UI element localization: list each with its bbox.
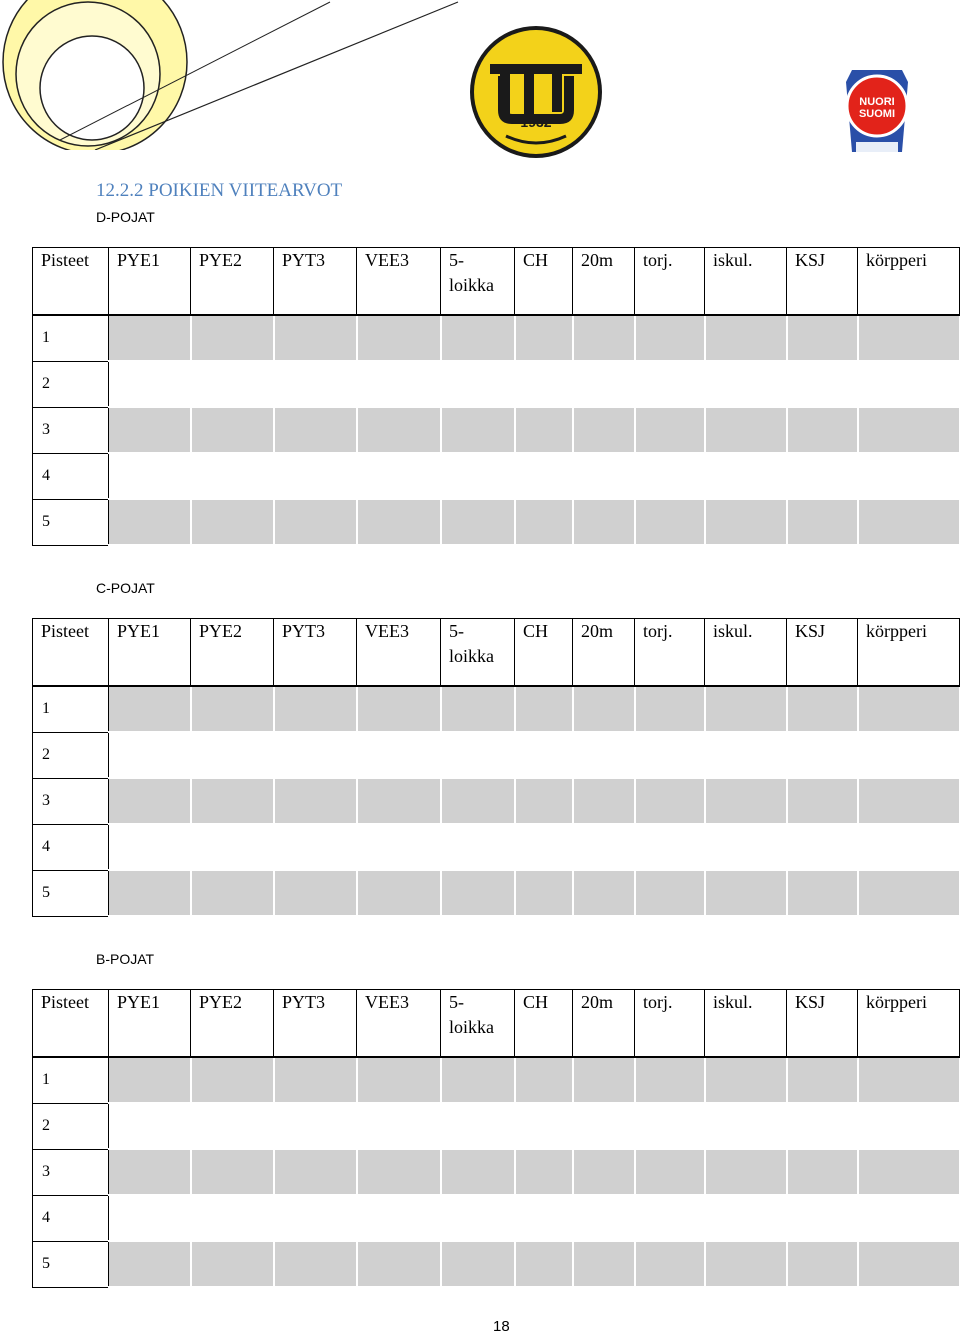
- value-cell[interactable]: [573, 686, 635, 732]
- column-header: iskul.: [705, 248, 787, 316]
- value-cell[interactable]: [357, 499, 441, 545]
- value-cell[interactable]: [357, 315, 441, 361]
- value-cell[interactable]: [635, 1103, 705, 1149]
- value-cell[interactable]: [705, 315, 787, 361]
- value-cell[interactable]: [705, 1149, 787, 1195]
- table-row: [33, 732, 960, 778]
- points-cell: 1: [33, 315, 109, 361]
- value-cell[interactable]: [357, 407, 441, 453]
- value-cell[interactable]: [573, 361, 635, 407]
- points-cell: 3: [33, 778, 109, 824]
- value-cell[interactable]: [109, 1103, 191, 1149]
- value-cell[interactable]: [191, 407, 274, 453]
- value-cell[interactable]: [635, 686, 705, 732]
- points-cell: 4: [33, 453, 109, 499]
- value-cell[interactable]: [109, 824, 191, 870]
- column-header: torj.: [635, 619, 705, 687]
- value-cell[interactable]: [705, 686, 787, 732]
- value-cell[interactable]: [274, 1057, 357, 1103]
- points-cell: 2: [33, 361, 109, 407]
- value-cell[interactable]: [705, 824, 787, 870]
- value-cell[interactable]: [357, 1103, 441, 1149]
- table-row: [33, 315, 960, 361]
- table-row: [33, 1241, 960, 1287]
- value-cell[interactable]: [441, 361, 515, 407]
- column-header: PYE2: [191, 990, 274, 1058]
- value-cell[interactable]: [109, 686, 191, 732]
- value-cell[interactable]: [515, 361, 573, 407]
- reference-table: [32, 247, 960, 546]
- value-cell[interactable]: [109, 870, 191, 916]
- section-label: C-POJAT: [96, 580, 155, 596]
- value-cell[interactable]: [109, 407, 191, 453]
- value-cell[interactable]: [705, 732, 787, 778]
- points-cell: 1: [33, 686, 109, 732]
- value-cell[interactable]: [191, 1149, 274, 1195]
- table-row: [33, 824, 960, 870]
- value-cell[interactable]: [441, 315, 515, 361]
- value-cell[interactable]: [441, 1241, 515, 1287]
- page-number: 18: [493, 1318, 510, 1335]
- value-cell[interactable]: [858, 778, 960, 824]
- value-cell[interactable]: [515, 315, 573, 361]
- value-cell[interactable]: [705, 1241, 787, 1287]
- value-cell[interactable]: [357, 1195, 441, 1241]
- value-cell[interactable]: [274, 824, 357, 870]
- value-cell[interactable]: [573, 315, 635, 361]
- value-cell[interactable]: [787, 824, 858, 870]
- value-cell[interactable]: [573, 1241, 635, 1287]
- value-cell[interactable]: [109, 778, 191, 824]
- value-cell[interactable]: [191, 732, 274, 778]
- value-cell[interactable]: [441, 1195, 515, 1241]
- value-cell[interactable]: [191, 499, 274, 545]
- value-cell[interactable]: [441, 499, 515, 545]
- column-header: 20m: [573, 990, 635, 1058]
- value-cell[interactable]: [357, 686, 441, 732]
- logo-text-line2: SUOMI: [858, 108, 896, 120]
- value-cell[interactable]: [274, 361, 357, 407]
- table-row: [33, 1195, 960, 1241]
- column-header: Pisteet: [33, 619, 109, 687]
- column-header: 5- loikka: [441, 619, 515, 687]
- value-cell[interactable]: [109, 499, 191, 545]
- value-cell[interactable]: [858, 824, 960, 870]
- value-cell[interactable]: [357, 870, 441, 916]
- column-header: KSJ: [787, 248, 858, 316]
- value-cell[interactable]: [191, 361, 274, 407]
- value-cell[interactable]: [705, 1057, 787, 1103]
- value-cell[interactable]: [858, 1195, 960, 1241]
- value-cell[interactable]: [787, 1241, 858, 1287]
- value-cell[interactable]: [858, 686, 960, 732]
- column-header: 20m: [573, 248, 635, 316]
- points-cell: 3: [33, 1149, 109, 1195]
- value-cell[interactable]: [787, 407, 858, 453]
- value-cell[interactable]: [705, 361, 787, 407]
- value-cell[interactable]: [515, 1195, 573, 1241]
- reference-table: [32, 989, 960, 1288]
- value-cell[interactable]: [274, 1149, 357, 1195]
- value-cell[interactable]: [274, 778, 357, 824]
- value-cell[interactable]: [109, 1195, 191, 1241]
- value-cell[interactable]: [357, 453, 441, 499]
- document-heading: 12.2.2 POIKIEN VIITEARVOT: [96, 180, 343, 201]
- value-cell[interactable]: [635, 499, 705, 545]
- value-cell[interactable]: [357, 1057, 441, 1103]
- value-cell[interactable]: [635, 732, 705, 778]
- value-cell[interactable]: [787, 315, 858, 361]
- value-cell[interactable]: [515, 824, 573, 870]
- header-decoration: [0, 0, 460, 150]
- value-cell[interactable]: [787, 453, 858, 499]
- column-header: KSJ: [787, 619, 858, 687]
- value-cell[interactable]: [357, 732, 441, 778]
- table-row: [33, 1057, 960, 1103]
- table-row: [33, 1103, 960, 1149]
- value-cell[interactable]: [441, 686, 515, 732]
- value-cell[interactable]: [441, 1149, 515, 1195]
- column-header: iskul.: [705, 619, 787, 687]
- table-row: [33, 407, 960, 453]
- value-cell[interactable]: [787, 732, 858, 778]
- table-row: [33, 499, 960, 545]
- value-cell[interactable]: [705, 778, 787, 824]
- column-header: PYT3: [274, 990, 357, 1058]
- points-cell: 4: [33, 824, 109, 870]
- value-cell[interactable]: [787, 1103, 858, 1149]
- points-cell: 3: [33, 407, 109, 453]
- logo-text-line1: NUORI: [859, 96, 895, 108]
- value-cell[interactable]: [858, 1241, 960, 1287]
- value-cell[interactable]: [441, 453, 515, 499]
- value-cell[interactable]: [515, 453, 573, 499]
- logo-year: 1932: [520, 114, 552, 130]
- value-cell[interactable]: [858, 1103, 960, 1149]
- value-cell[interactable]: [858, 1149, 960, 1195]
- column-header: PYE1: [109, 990, 191, 1058]
- value-cell[interactable]: [191, 870, 274, 916]
- column-header: 20m: [573, 619, 635, 687]
- value-cell[interactable]: [191, 1057, 274, 1103]
- points-cell: 2: [33, 732, 109, 778]
- table-row: [33, 453, 960, 499]
- value-cell[interactable]: [705, 1195, 787, 1241]
- value-cell[interactable]: [109, 732, 191, 778]
- value-cell[interactable]: [109, 453, 191, 499]
- table-header-row: [33, 990, 960, 1058]
- column-header: iskul.: [705, 990, 787, 1058]
- value-cell[interactable]: [109, 1057, 191, 1103]
- value-cell[interactable]: [635, 1241, 705, 1287]
- column-header: Pisteet: [33, 248, 109, 316]
- value-cell[interactable]: [191, 315, 274, 361]
- value-cell[interactable]: [441, 1057, 515, 1103]
- value-cell[interactable]: [515, 1149, 573, 1195]
- table-row: [33, 870, 960, 916]
- section-label: D-POJAT: [96, 209, 155, 225]
- value-cell[interactable]: [787, 870, 858, 916]
- column-header: CH: [515, 619, 573, 687]
- column-header: PYE1: [109, 619, 191, 687]
- section-label: B-POJAT: [96, 951, 155, 967]
- value-cell[interactable]: [441, 824, 515, 870]
- value-cell[interactable]: [441, 732, 515, 778]
- value-cell[interactable]: [357, 1241, 441, 1287]
- value-cell[interactable]: [787, 361, 858, 407]
- value-cell[interactable]: [515, 686, 573, 732]
- value-cell[interactable]: [515, 1241, 573, 1287]
- value-cell[interactable]: [515, 407, 573, 453]
- column-header: PYT3: [274, 619, 357, 687]
- value-cell[interactable]: [515, 778, 573, 824]
- value-cell[interactable]: [573, 453, 635, 499]
- points-cell: 5: [33, 499, 109, 545]
- value-cell[interactable]: [274, 315, 357, 361]
- table-header-row: [33, 248, 960, 316]
- value-cell[interactable]: [787, 686, 858, 732]
- value-cell[interactable]: [357, 824, 441, 870]
- value-cell[interactable]: [635, 1149, 705, 1195]
- value-cell[interactable]: [573, 1103, 635, 1149]
- column-header: Pisteet: [33, 990, 109, 1058]
- value-cell[interactable]: [635, 407, 705, 453]
- table-row: [33, 361, 960, 407]
- column-header: körpperi: [858, 619, 960, 687]
- value-cell[interactable]: [573, 870, 635, 916]
- points-cell: 5: [33, 1241, 109, 1287]
- value-cell[interactable]: [635, 361, 705, 407]
- value-cell[interactable]: [787, 1149, 858, 1195]
- value-cell[interactable]: [573, 407, 635, 453]
- column-header: PYE2: [191, 619, 274, 687]
- value-cell[interactable]: [515, 1057, 573, 1103]
- value-cell[interactable]: [635, 315, 705, 361]
- points-cell: 4: [33, 1195, 109, 1241]
- value-cell[interactable]: [787, 499, 858, 545]
- value-cell[interactable]: [109, 1241, 191, 1287]
- value-cell[interactable]: [787, 778, 858, 824]
- value-cell[interactable]: [274, 1103, 357, 1149]
- value-cell[interactable]: [858, 453, 960, 499]
- value-cell[interactable]: [441, 407, 515, 453]
- value-cell[interactable]: [635, 824, 705, 870]
- column-header: KSJ: [787, 990, 858, 1058]
- value-cell[interactable]: [858, 732, 960, 778]
- value-cell[interactable]: [109, 1149, 191, 1195]
- column-header: CH: [515, 990, 573, 1058]
- reference-table: [32, 618, 960, 917]
- value-cell[interactable]: [357, 1149, 441, 1195]
- column-header: körpperi: [858, 248, 960, 316]
- column-header: körpperi: [858, 990, 960, 1058]
- value-cell[interactable]: [858, 361, 960, 407]
- value-cell[interactable]: [274, 870, 357, 916]
- value-cell[interactable]: [573, 824, 635, 870]
- points-cell: 1: [33, 1057, 109, 1103]
- table-header-row: [33, 619, 960, 687]
- points-cell: 5: [33, 870, 109, 916]
- value-cell[interactable]: [705, 453, 787, 499]
- column-header: PYT3: [274, 248, 357, 316]
- column-header: PYE2: [191, 248, 274, 316]
- value-cell[interactable]: [274, 1195, 357, 1241]
- value-cell[interactable]: [515, 1103, 573, 1149]
- value-cell[interactable]: [191, 1195, 274, 1241]
- table-row: [33, 778, 960, 824]
- column-header: torj.: [635, 990, 705, 1058]
- value-cell[interactable]: [858, 499, 960, 545]
- value-cell[interactable]: [705, 870, 787, 916]
- value-cell[interactable]: [274, 686, 357, 732]
- value-cell[interactable]: [274, 1241, 357, 1287]
- value-cell[interactable]: [573, 1057, 635, 1103]
- column-header: VEE3: [357, 990, 441, 1058]
- value-cell[interactable]: [109, 361, 191, 407]
- value-cell[interactable]: [515, 732, 573, 778]
- value-cell[interactable]: [573, 1195, 635, 1241]
- value-cell[interactable]: [191, 453, 274, 499]
- value-cell[interactable]: [191, 824, 274, 870]
- value-cell[interactable]: [191, 1241, 274, 1287]
- value-cell[interactable]: [191, 778, 274, 824]
- value-cell[interactable]: [573, 778, 635, 824]
- value-cell[interactable]: [441, 778, 515, 824]
- value-cell[interactable]: [635, 870, 705, 916]
- value-cell[interactable]: [635, 1057, 705, 1103]
- value-cell[interactable]: [573, 732, 635, 778]
- points-cell: 2: [33, 1103, 109, 1149]
- value-cell[interactable]: [515, 499, 573, 545]
- value-cell[interactable]: [705, 499, 787, 545]
- value-cell[interactable]: [274, 453, 357, 499]
- value-cell[interactable]: [274, 732, 357, 778]
- value-cell[interactable]: [858, 407, 960, 453]
- club-logo: [468, 24, 604, 160]
- value-cell[interactable]: [357, 361, 441, 407]
- table-row: [33, 686, 960, 732]
- column-header: PYE1: [109, 248, 191, 316]
- value-cell[interactable]: [357, 778, 441, 824]
- value-cell[interactable]: [573, 1149, 635, 1195]
- column-header: torj.: [635, 248, 705, 316]
- value-cell[interactable]: [787, 1057, 858, 1103]
- value-cell[interactable]: [441, 1103, 515, 1149]
- value-cell[interactable]: [787, 1195, 858, 1241]
- value-cell[interactable]: [858, 315, 960, 361]
- value-cell[interactable]: [858, 1057, 960, 1103]
- value-cell[interactable]: [705, 407, 787, 453]
- value-cell[interactable]: [635, 1195, 705, 1241]
- column-header: VEE3: [357, 248, 441, 316]
- value-cell[interactable]: [191, 686, 274, 732]
- value-cell[interactable]: [274, 499, 357, 545]
- column-header: 5- loikka: [441, 248, 515, 316]
- value-cell[interactable]: [274, 407, 357, 453]
- value-cell[interactable]: [441, 870, 515, 916]
- value-cell[interactable]: [858, 870, 960, 916]
- nuori-suomi-logo: [838, 62, 916, 160]
- value-cell[interactable]: [109, 315, 191, 361]
- value-cell[interactable]: [635, 778, 705, 824]
- column-header: VEE3: [357, 619, 441, 687]
- value-cell[interactable]: [705, 1103, 787, 1149]
- column-header: 5- loikka: [441, 990, 515, 1058]
- value-cell[interactable]: [515, 870, 573, 916]
- value-cell[interactable]: [635, 453, 705, 499]
- table-row: [33, 1149, 960, 1195]
- value-cell[interactable]: [191, 1103, 274, 1149]
- value-cell[interactable]: [573, 499, 635, 545]
- column-header: CH: [515, 248, 573, 316]
